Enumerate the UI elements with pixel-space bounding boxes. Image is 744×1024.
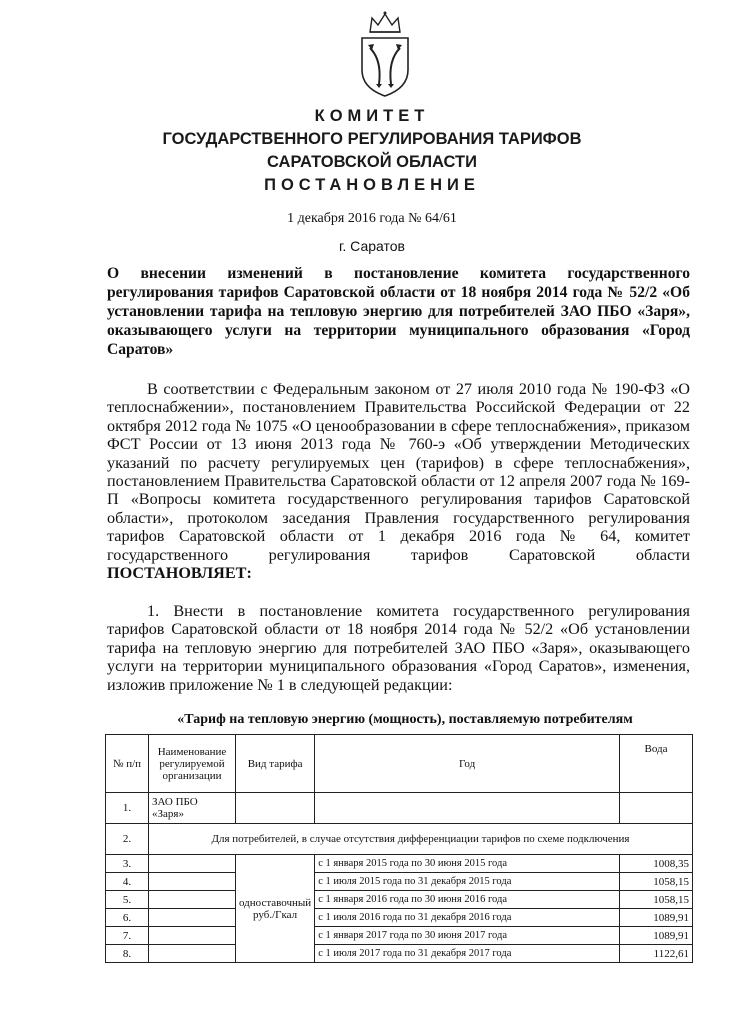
period-cell: с 1 января 2015 года по 30 июня 2015 года — [315, 855, 620, 873]
row-num: 7. — [106, 927, 149, 945]
row-num: 4. — [106, 873, 149, 891]
region-heading: САРАТОВСКОЙ ОБЛАСТИ — [267, 153, 477, 171]
period-cell: с 1 января 2017 года по 30 июня 2017 года — [315, 927, 620, 945]
row-num: 8. — [106, 945, 149, 963]
table-row — [106, 855, 693, 873]
table-header-row — [106, 735, 693, 793]
coat-of-arms-emblem — [352, 8, 418, 100]
tariff-table — [105, 734, 693, 963]
tariff-type-cell: одноставочный руб./Гкал — [236, 855, 315, 963]
table-row — [106, 927, 693, 945]
organization-name: ЗАО ПБО «Заря» — [149, 793, 236, 824]
document-type-heading: ПОСТАНОВЛЕНИЕ — [264, 176, 480, 194]
empty-cell — [149, 945, 236, 963]
preamble-text: В соответствии с Федеральным законом от 27 июля 2010 года № 190-ФЗ «О теплоснабжении», постановлением Правительства Российской Федерации от 22 октября 2012 года № 1075 «О ценообразовании в сфере теплоснабжения», приказом ФСТ России от 13 июня 2013 года № 760-э «Об утверждении Методических указаний по расчету регулируемых цен (тарифов) в сфере теплоснабжения», постановлением Правительства Саратовской области от 12 апреля 2007 года № 169-П «Вопросы комитета государственного регулирования тарифов Саратовской области», протоколом заседания Правления государственного регулирования тарифов Саратовской области от 1 декабря 2016 года № 64, комитет государственного регулирования тарифов Саратовской области — [107, 380, 690, 564]
document-date: 1 декабря 2016 года № 64/61 — [287, 211, 457, 226]
table-row — [106, 909, 693, 927]
row-num: 5. — [106, 891, 149, 909]
header-water: Вода — [620, 735, 693, 793]
header-num: № п/п — [106, 735, 149, 793]
period-cell: с 1 июля 2017 года по 31 декабря 2017 года — [315, 945, 620, 963]
value-cell: 1122,61 — [620, 945, 693, 963]
empty-cell — [315, 793, 620, 824]
empty-cell — [620, 793, 693, 824]
empty-cell — [236, 793, 315, 824]
table-row — [106, 945, 693, 963]
document-city: г. Саратов — [339, 238, 405, 254]
header-organization: Наименование регулируемой организации — [149, 735, 236, 793]
row-num: 3. — [106, 855, 149, 873]
committee-subheading: ГОСУДАРСТВЕННОГО РЕГУЛИРОВАНИЯ ТАРИФОВ — [162, 130, 582, 148]
value-cell: 1058,15 — [620, 891, 693, 909]
empty-cell — [149, 927, 236, 945]
value-cell: 1058,15 — [620, 873, 693, 891]
clause-1-paragraph: 1. Внести в постановление комитета государственного регулирования тарифов Саратовской области от 18 ноября 2014 года № 52/2 «Об установлении тарифа на тепловую энергию для потребителей ЗАО ПБО «Заря», оказывающего услуги на территории муниципального образования «Город Саратов», изменения, изложив приложение № 1 в следующей редакции: — [107, 602, 690, 694]
table-row — [106, 824, 693, 855]
period-cell: с 1 июля 2016 года по 31 декабря 2016 года — [315, 909, 620, 927]
row-num: 2. — [106, 824, 149, 855]
value-cell: 1008,35 — [620, 855, 693, 873]
table-row — [106, 891, 693, 909]
row-num: 1. — [106, 793, 149, 824]
header-year: Год — [315, 735, 620, 793]
committee-heading: КОМИТЕТ — [314, 107, 430, 125]
header-tariff-type: Вид тарифа — [236, 735, 315, 793]
value-cell: 1089,91 — [620, 927, 693, 945]
preamble-paragraph — [107, 380, 690, 582]
period-cell: с 1 июля 2015 года по 31 декабря 2015 года — [315, 873, 620, 891]
table-caption: «Тариф на тепловую энергию (мощность), поставляемую потребителям — [177, 712, 633, 727]
empty-cell — [149, 873, 236, 891]
resolution-keyword: ПОСТАНОВЛЯЕТ: — [107, 564, 252, 583]
empty-cell — [149, 909, 236, 927]
value-cell: 1089,91 — [620, 909, 693, 927]
table-row — [106, 873, 693, 891]
consumer-group-cell: Для потребителей, в случае отсутствия дифференциации тарифов по схеме подключения — [149, 824, 693, 855]
empty-cell — [149, 855, 236, 873]
period-cell: с 1 января 2016 года по 30 июня 2016 года — [315, 891, 620, 909]
table-row — [106, 793, 693, 824]
document-title: О внесении изменений в постановление комитета государственного регулирования тарифов Саратовской области от 18 ноября 2014 года № 52/2 «Об установлении тарифа на тепловую энергию для потребителей ЗАО ПБО «Заря», оказывающего услуги на территории муниципального образования «Город Саратов» — [107, 265, 690, 358]
row-num: 6. — [106, 909, 149, 927]
empty-cell — [149, 891, 236, 909]
